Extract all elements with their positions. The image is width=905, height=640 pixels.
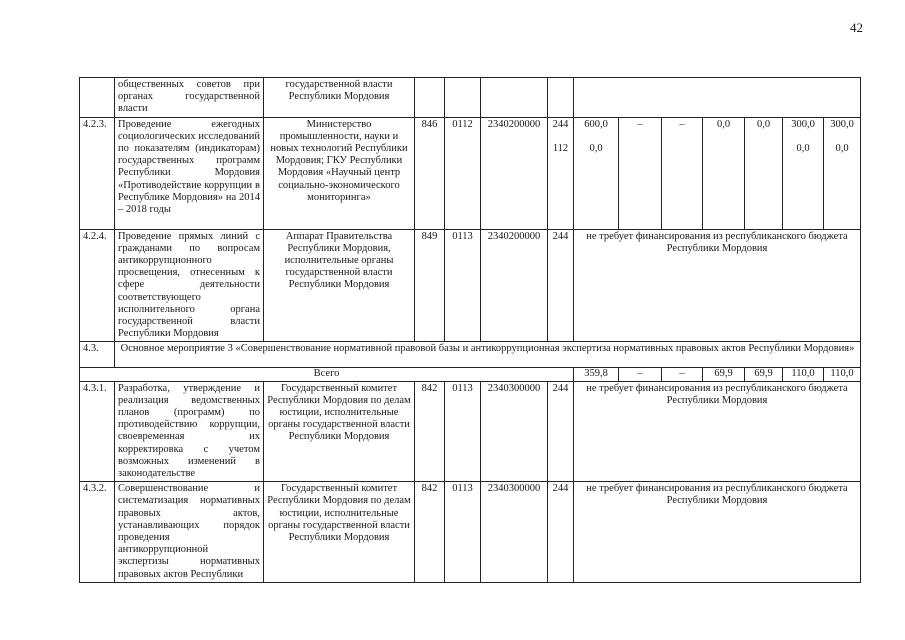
row-number-cell: 4.3.1. — [80, 381, 115, 482]
executor-cell: Государственный комитет Республики Мордовия по делам юстиции, исполнительные органы государственной власти Республики Мордовия — [264, 381, 415, 482]
executor-cell: Аппарат Правительства Республики Мордовия, исполнительные органы государственной власти Республики Мордовия — [264, 229, 415, 342]
expense-type-code: 244 — [548, 229, 574, 342]
target-article-code: 2340200000 — [481, 229, 548, 342]
main-activity-title: Основное мероприятие 3 «Совершенствование нормативной правовой базы и антикоррупционная экспертиза нормативных правовых актов Республики Мордовия» — [115, 342, 861, 368]
expense-type-code: 244 — [548, 482, 574, 583]
executor-cell: Министерство промышленности, науки и новых технологий Республики Мордовия; ГКУ Республики Мордовия «Научный центр социально-экономического мониторинга» — [264, 117, 415, 229]
activity-description: общественных советов при органах государственной власти — [115, 78, 264, 118]
program-table — [79, 77, 861, 583]
executor-cell: государственной власти Республики Мордовия — [264, 78, 415, 118]
table-row — [80, 381, 861, 482]
funding-note: не требует финансирования из республиканского бюджета Республики Мордовия — [574, 381, 861, 482]
row-number-cell — [80, 78, 115, 118]
grbs-code: 846 — [415, 117, 445, 229]
year-value: 69,9 — [745, 368, 783, 381]
section-code: 0113 — [445, 381, 481, 482]
total-value: 359,8 — [574, 368, 619, 381]
expense-type-code: 244 112 — [548, 117, 574, 229]
total-label: Всего — [80, 368, 574, 381]
table-row — [80, 229, 861, 342]
section-code: 0112 — [445, 117, 481, 229]
year-value: – — [619, 368, 662, 381]
target-article-code: 2340300000 — [481, 482, 548, 583]
table-row — [80, 368, 861, 381]
executor-cell: Государственный комитет Республики Мордовия по делам юстиции, исполнительные органы государственной власти Республики Мордовия — [264, 482, 415, 583]
target-article-code: 2340300000 — [481, 381, 548, 482]
year-value: 0,0 — [745, 117, 783, 229]
activity-description: Проведение прямых линий с гражданами по вопросам антикоррупционного просвещения, отнесенным к сфере деятельности соответствующего исполнительного органа государственной власти Республики Мордовия — [115, 229, 264, 342]
activity-description: Разработка, утверждение и реализация ведомственных планов (программ) по противодействию коррупции, своевременная их корректировка с учетом возможных изменений в законодательстве — [115, 381, 264, 482]
section-code: 0113 — [445, 482, 481, 583]
table-row — [80, 117, 861, 229]
funding-note: не требует финансирования из республиканского бюджета Республики Мордовия — [574, 482, 861, 583]
grbs-code: 842 — [415, 482, 445, 583]
row-number-cell: 4.2.3. — [80, 117, 115, 229]
table-row — [80, 482, 861, 583]
year-value: 110,0 — [783, 368, 824, 381]
row-number-cell: 4.2.4. — [80, 229, 115, 342]
expense-type-code: 244 — [548, 381, 574, 482]
table-row — [80, 78, 861, 118]
activity-description: Совершенствование и систематизация нормативных правовых актов, устанавливающих порядок проведения антикоррупционной экспертизы нормативных правовых актов Республики — [115, 482, 264, 583]
year-value: 69,9 — [703, 368, 745, 381]
total-value: 600,0 0,0 — [574, 117, 619, 229]
target-article-code: 2340200000 — [481, 117, 548, 229]
funding-note: не требует финансирования из республиканского бюджета Республики Мордовия — [574, 229, 861, 342]
year-value: – — [619, 117, 662, 229]
year-value: 300,0 0,0 — [824, 117, 861, 229]
row-number-cell: 4.3. — [80, 342, 115, 368]
activity-description: Проведение ежегодных социологических исследований по показателям (индикаторам) государственных программ Республики Мордовия «Противодействие коррупции в Республике Мордовия» на 2014 – 2018 годы — [115, 117, 264, 229]
section-code: 0113 — [445, 229, 481, 342]
year-value: – — [662, 368, 703, 381]
year-value: 0,0 — [703, 117, 745, 229]
grbs-code: 842 — [415, 381, 445, 482]
row-number-cell: 4.3.2. — [80, 482, 115, 583]
year-value: 110,0 — [824, 368, 861, 381]
year-value: 300,0 0,0 — [783, 117, 824, 229]
grbs-code: 849 — [415, 229, 445, 342]
page-number: 42 — [850, 20, 863, 35]
year-value: – — [662, 117, 703, 229]
table-row — [80, 342, 861, 368]
